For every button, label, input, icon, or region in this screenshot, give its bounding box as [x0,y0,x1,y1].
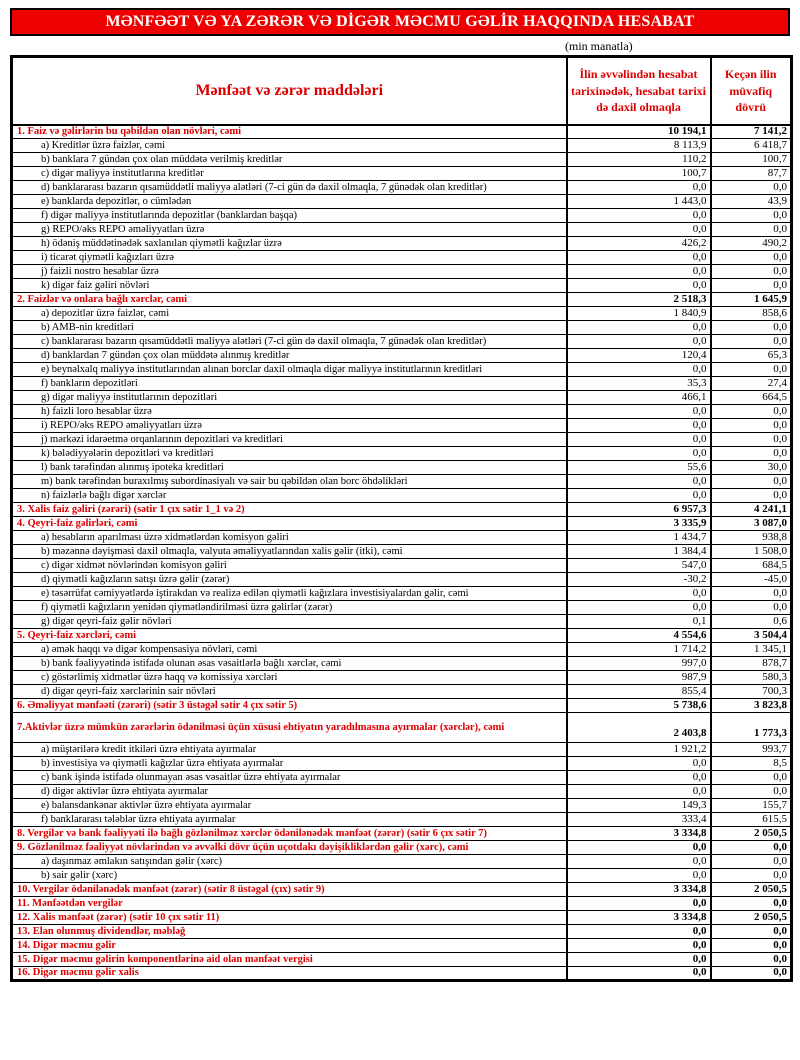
row-label: g) REPO/əks REPO əməliyyatları üzrə [12,223,567,237]
table-row [12,799,792,813]
row-value-previous-period: 0,0 [711,925,792,939]
row-value-current-period: 0,0 [567,771,711,785]
row-value-previous-period: 0,0 [711,587,792,601]
row-label: 4. Qeyri-faiz gəlirləri, cəmi [12,517,567,531]
row-value-current-period: 997,0 [567,657,711,671]
row-value-current-period: 0,0 [567,279,711,293]
row-label: 8. Vergilər və bank fəaliyyəti ilə bağlı gözlənilməz xərclər ödənilənədək mənfəət (zərər) (sətir 6 çıx sətir 7) [12,827,567,841]
row-value-current-period: 0,0 [567,785,711,799]
table-row [12,545,792,559]
row-value-current-period: 3 334,8 [567,911,711,925]
row-value-current-period: 1 443,0 [567,195,711,209]
row-value-previous-period: 0,0 [711,251,792,265]
table-row [12,629,792,643]
row-value-current-period: 2 403,8 [567,713,711,743]
row-value-current-period: 1 714,2 [567,643,711,657]
row-label: a) Kreditlər üzrə faizlər, cəmi [12,139,567,153]
table-row [12,237,792,251]
table-row [12,209,792,223]
table-row [12,671,792,685]
row-value-previous-period: 2 050,5 [711,911,792,925]
column-header-current-period: İlin əvvəlindən hesabat tarixinədək, hesabat tarixi də daxil olmaqla [567,57,711,125]
row-value-previous-period: 0,0 [711,279,792,293]
table-row [12,461,792,475]
row-value-previous-period: 155,7 [711,799,792,813]
table-row [12,363,792,377]
row-value-current-period: 987,9 [567,671,711,685]
row-value-current-period: 6 957,3 [567,503,711,517]
table-row [12,573,792,587]
row-value-current-period: 0,0 [567,897,711,911]
row-value-current-period: 0,0 [567,265,711,279]
row-value-current-period: 0,0 [567,841,711,855]
row-value-previous-period: 0,0 [711,363,792,377]
row-label: 5. Qeyri-faiz xərcləri, cəmi [12,629,567,643]
table-row [12,813,792,827]
row-value-current-period: 466,1 [567,391,711,405]
row-value-previous-period: 2 050,5 [711,827,792,841]
table-row [12,223,792,237]
table-row [12,883,792,897]
table-row [12,335,792,349]
row-value-current-period: 0,0 [567,251,711,265]
row-value-previous-period: 30,0 [711,461,792,475]
row-label: a) daşınmaz əmlakın satışından gəlir (xərc) [12,855,567,869]
table-row [12,405,792,419]
row-value-previous-period: 0,0 [711,405,792,419]
row-value-previous-period: 0,0 [711,181,792,195]
row-value-current-period: 333,4 [567,813,711,827]
row-label: f) banklararası tələblər üzrə ehtiyata ayırmalar [12,813,567,827]
table-row [12,869,792,883]
row-value-previous-period: 0,0 [711,967,792,981]
row-value-previous-period: 1 773,3 [711,713,792,743]
row-value-current-period: 0,1 [567,615,711,629]
row-label: c) göstərlimiş xidmətlər üzrə haqq və komissiya xərcləri [12,671,567,685]
row-value-previous-period: 100,7 [711,153,792,167]
row-value-current-period: 0,0 [567,601,711,615]
row-value-previous-period: 0,0 [711,209,792,223]
row-value-current-period: 0,0 [567,321,711,335]
table-row [12,503,792,517]
table-row [12,125,792,139]
row-value-previous-period: 0,0 [711,223,792,237]
row-label: 7.Aktivlər üzrə mümkün zərərlərin ödənilməsi üçün xüsusi ehtiyatın yaradılmasına ayırmalar (xərclər), cəmi [12,713,567,743]
row-label: e) beynəlxalq maliyyə institutlarından alınan borclar daxil olmaqla digər maliyyə institutlarının kreditləri [12,363,567,377]
row-value-previous-period: 3 823,8 [711,699,792,713]
row-label: b) məzənnə dəyişməsi daxil olmaqla, valyuta əməliyyatlarından xalis gəlir (itki), cəmi [12,545,567,559]
row-value-current-period: 3 334,8 [567,883,711,897]
row-value-previous-period: 27,4 [711,377,792,391]
row-value-current-period: 0,0 [567,433,711,447]
row-label: d) digər aktivlər üzrə ehtiyata ayırmalar [12,785,567,799]
row-label: h) faizli loro hesablar üzrə [12,405,567,419]
row-value-current-period: 8 113,9 [567,139,711,153]
row-value-current-period: 120,4 [567,349,711,363]
row-value-current-period: 0,0 [567,419,711,433]
row-value-current-period: 0,0 [567,223,711,237]
row-value-previous-period: 6 418,7 [711,139,792,153]
table-row [12,699,792,713]
row-value-current-period: 1 840,9 [567,307,711,321]
row-value-current-period: 0,0 [567,939,711,953]
table-row [12,433,792,447]
row-value-current-period: 855,4 [567,685,711,699]
row-label: a) əmək haqqı və digər kompensasiya növləri, cəmi [12,643,567,657]
table-row [12,657,792,671]
row-value-previous-period: 615,5 [711,813,792,827]
table-row [12,419,792,433]
table-row [12,293,792,307]
row-label: a) hesabların aparılması üzrə xidmətlərdən komisyon gəliri [12,531,567,545]
row-label: d) banklardan 7 gündən çox olan müddətə alınmış kreditlər [12,349,567,363]
table-row [12,377,792,391]
row-label: l) bank tərəfindən alınmış ipoteka kreditləri [12,461,567,475]
row-label: c) digər xidmət növlərindən komisyon gəliri [12,559,567,573]
row-value-previous-period: 0,0 [711,939,792,953]
row-label: 6. Əməliyyat mənfəəti (zərəri) (sətir 3 üstəgəl sətir 4 çıx sətir 5) [12,699,567,713]
row-value-previous-period: 0,0 [711,475,792,489]
row-value-current-period: 1 921,2 [567,743,711,757]
row-label: e) təsərrüfat cəmiyyətlərdə iştirakdan və realizə edilən qiymətli kağızlara investisiyalardan gəlir, cəmi [12,587,567,601]
table-row [12,391,792,405]
table-row [12,841,792,855]
row-value-current-period: 0,0 [567,405,711,419]
table-row [12,615,792,629]
row-value-current-period: 100,7 [567,167,711,181]
row-value-current-period: 0,0 [567,209,711,223]
row-value-previous-period: 490,2 [711,237,792,251]
row-value-current-period: 3 335,9 [567,517,711,531]
row-label: f) qiymətli kağızların yenidən qiymətləndirilməsi üzrə gəlirlər (zərər) [12,601,567,615]
row-value-previous-period: 1 508,0 [711,545,792,559]
table-row [12,925,792,939]
row-value-current-period: 35,3 [567,377,711,391]
table-row [12,601,792,615]
row-value-previous-period: 1 345,1 [711,643,792,657]
row-value-previous-period: 7 141,2 [711,125,792,139]
row-label: 9. Gözlənilməz fəaliyyət növlərindən və əvvəlki dövr üçün uçotdakı dəyişikliklərdən gəlir (xərc), cəmi [12,841,567,855]
row-label: a) depozitlər üzrə faizlər, cəmi [12,307,567,321]
row-value-previous-period: 0,0 [711,785,792,799]
row-value-previous-period: 87,7 [711,167,792,181]
row-value-previous-period: 3 087,0 [711,517,792,531]
row-label: n) faizlərlə bağlı digər xərclər [12,489,567,503]
table-row [12,307,792,321]
table-row [12,321,792,335]
row-value-current-period: 110,2 [567,153,711,167]
row-value-previous-period: 0,0 [711,869,792,883]
row-value-previous-period: 0,0 [711,321,792,335]
row-value-current-period: 0,0 [567,855,711,869]
row-value-previous-period: 0,0 [711,855,792,869]
table-row [12,953,792,967]
table-body [12,125,792,981]
column-header-previous-period: Keçən ilin müvafiq dövrü [711,57,792,125]
row-value-current-period: 426,2 [567,237,711,251]
table-row [12,447,792,461]
row-label: 15. Digər məcmu gəlirin komponentlərinə aid olan mənfəət vergisi [12,953,567,967]
row-value-previous-period: 0,0 [711,265,792,279]
table-row [12,265,792,279]
row-value-previous-period: 878,7 [711,657,792,671]
row-value-current-period: 1 434,7 [567,531,711,545]
row-label: b) bank fəaliyyətində istifadə olunan əsas vəsaitlərlə bağlı xərclər, cəmi [12,657,567,671]
row-value-current-period: 0,0 [567,967,711,981]
row-label: 1. Faiz və gəlirlərin bu qəbildən olan növləri, cəmi [12,125,567,139]
row-label: g) digər maliyyə institutlarının depozitləri [12,391,567,405]
table-row [12,531,792,545]
row-value-current-period: 0,0 [567,335,711,349]
row-label: b) sair gəlir (xərc) [12,869,567,883]
row-label: d) digər qeyri-faiz xərclərinin sair növləri [12,685,567,699]
row-label: e) balansdankənar aktivlər üzrə ehtiyata ayırmalar [12,799,567,813]
row-value-previous-period: 0,0 [711,601,792,615]
row-label: c) banklararası bazarın qısamüddətli maliyyə alətləri (7-ci gün də daxil olmaqla, 7 günədək olan kreditlər) [12,335,567,349]
row-value-previous-period: 858,6 [711,307,792,321]
row-label: 2. Faizlər və onlara bağlı xərclər, cəmi [12,293,567,307]
row-label: a) müştərilərə kredit itkiləri üzrə ehtiyata ayırmalar [12,743,567,757]
row-label: b) investisiya və qiymətli kağızlar üzrə ehtiyata ayırmalar [12,757,567,771]
table-row [12,743,792,757]
row-value-previous-period: 664,5 [711,391,792,405]
row-value-previous-period: 0,0 [711,335,792,349]
row-label: 3. Xalis faiz gəliri (zərəri) (sətir 1 çıx sətir 1_1 və 2) [12,503,567,517]
row-value-previous-period: 2 050,5 [711,883,792,897]
table-row [12,489,792,503]
row-label: b) banklara 7 gündən çox olan müddətə verilmiş kreditlər [12,153,567,167]
table-row [12,911,792,925]
row-label: c) digər maliyyə institutlarına kreditlər [12,167,567,181]
row-value-previous-period: 43,9 [711,195,792,209]
row-label: j) faizli nostro hesablar üzrə [12,265,567,279]
row-value-previous-period: 65,3 [711,349,792,363]
row-value-previous-period: 0,6 [711,615,792,629]
table-header-row [12,57,792,125]
table-row [12,349,792,363]
row-label: k) digər faiz gəliri növləri [12,279,567,293]
table-row [12,181,792,195]
row-value-previous-period: 580,3 [711,671,792,685]
row-value-previous-period: 0,0 [711,489,792,503]
unit-note: (min manatla) [565,39,633,53]
row-label: m) bank tərəfindən buraxılmış subordinasiyalı və sair bu qəbildən olan borc öhdəlikləri [12,475,567,489]
row-label: 14. Digər məcmu gəlir [12,939,567,953]
table-row [12,785,792,799]
table-row [12,251,792,265]
row-value-previous-period: 700,3 [711,685,792,699]
row-label: i) REPO/əks REPO əməliyyatları üzrə [12,419,567,433]
row-value-current-period: 3 334,8 [567,827,711,841]
row-value-current-period: -30,2 [567,573,711,587]
row-value-current-period: 0,0 [567,363,711,377]
row-label: f) digər maliyyə institutlarında depozitlər (banklardan başqa) [12,209,567,223]
report-title: MƏNFƏƏT VƏ YA ZƏRƏR VƏ DİGƏR MƏCMU GƏLİR HAQQINDA HESABAT [105,13,695,30]
row-value-current-period: 0,0 [567,447,711,461]
row-value-previous-period: 0,0 [711,433,792,447]
column-header-items: Mənfəət və zərər maddələri [12,57,567,125]
table-row [12,139,792,153]
row-value-previous-period: 0,0 [711,897,792,911]
table-row [12,643,792,657]
table-row [12,685,792,699]
row-label: e) banklarda depozitlər, o cümlədən [12,195,567,209]
row-value-current-period: 0,0 [567,953,711,967]
row-value-current-period: 0,0 [567,475,711,489]
row-value-current-period: 1 384,4 [567,545,711,559]
row-value-current-period: 547,0 [567,559,711,573]
row-label: d) qiymətli kağızların satışı üzrə gəlir (zərər) [12,573,567,587]
row-value-previous-period: 0,0 [711,953,792,967]
table-row [12,475,792,489]
table-row [12,827,792,841]
table-row [12,559,792,573]
row-value-current-period: 0,0 [567,489,711,503]
table-row [12,279,792,293]
row-value-previous-period: 0,0 [711,447,792,461]
report-title-banner [10,8,790,36]
table-row [12,967,792,981]
row-label: g) digər qeyri-faiz gəlir növləri [12,615,567,629]
row-label: h) ödəniş müddətinədək saxlanılan qiymətli kağızlar üzrə [12,237,567,251]
row-value-current-period: 0,0 [567,181,711,195]
table-row [12,587,792,601]
report-table [10,55,793,982]
row-value-previous-period: 993,7 [711,743,792,757]
row-value-current-period: 5 738,6 [567,699,711,713]
row-value-current-period: 0,0 [567,587,711,601]
row-value-current-period: 55,6 [567,461,711,475]
row-value-previous-period: 0,0 [711,419,792,433]
row-label: b) AMB-nin kreditləri [12,321,567,335]
table-row [12,855,792,869]
row-label: j) mərkəzi idarəetmə orqanlarının depozitləri və kreditləri [12,433,567,447]
row-value-current-period: 0,0 [567,869,711,883]
row-value-previous-period: -45,0 [711,573,792,587]
table-row [12,939,792,953]
row-label: 11. Mənfəətdən vergilər [12,897,567,911]
row-value-current-period: 10 194,1 [567,125,711,139]
row-value-previous-period: 8,5 [711,757,792,771]
row-value-previous-period: 0,0 [711,771,792,785]
row-label: d) banklararası bazarın qısamüddətli maliyyə alətləri (7-ci gün də daxil olmaqla, 7 günədək olan kreditlər) [12,181,567,195]
table-row [12,195,792,209]
row-value-current-period: 0,0 [567,757,711,771]
row-label: 10. Vergilər ödənilənədək mənfəət (zərər) (sətir 8 üstəgəl (çıx) sətir 9) [12,883,567,897]
row-value-previous-period: 0,0 [711,841,792,855]
row-value-previous-period: 3 504,4 [711,629,792,643]
row-label: c) bank işində istifadə olunmayan əsas vəsaitlər üzrə ehtiyata ayırmalar [12,771,567,785]
row-value-previous-period: 1 645,9 [711,293,792,307]
row-value-previous-period: 4 241,1 [711,503,792,517]
row-value-current-period: 4 554,6 [567,629,711,643]
row-value-previous-period: 938,8 [711,531,792,545]
row-value-current-period: 149,3 [567,799,711,813]
row-label: 16. Digər məcmu gəlir xalis [12,967,567,981]
row-label: f) bankların depozitləri [12,377,567,391]
row-label: k) bələdiyyələrin depozitləri və kreditləri [12,447,567,461]
table-row [12,897,792,911]
row-value-current-period: 2 518,3 [567,293,711,307]
table-row [12,713,792,743]
table-row [12,757,792,771]
row-label: 13. Elan olunmuş dividendlər, məbləğ [12,925,567,939]
row-value-current-period: 0,0 [567,925,711,939]
row-value-previous-period: 684,5 [711,559,792,573]
table-row [12,167,792,181]
table-row [12,771,792,785]
table-row [12,517,792,531]
row-label: i) ticarət qiymətli kağızları üzrə [12,251,567,265]
table-row [12,153,792,167]
row-label: 12. Xalis mənfəət (zərər) (sətir 10 çıx sətir 11) [12,911,567,925]
